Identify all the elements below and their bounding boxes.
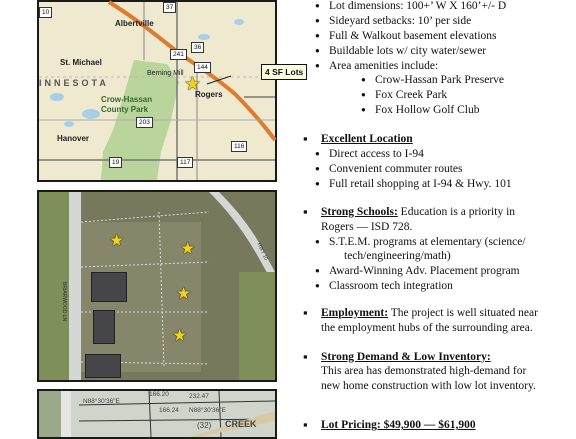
plat-dimension: 166.20	[149, 391, 169, 398]
lake	[64, 121, 74, 127]
plat-lot-number: (32)	[197, 421, 212, 430]
location-heading: ▪ Excellent Location	[321, 132, 413, 146]
road	[69, 192, 81, 380]
route-shield: 36	[191, 42, 204, 53]
spec-setbacks: ● Sideyard setbacks: 10’ per side	[329, 14, 471, 28]
schools-intro	[321, 205, 515, 219]
route-shield: 10	[39, 7, 52, 18]
route-shield: 116	[231, 141, 247, 152]
lot-star-icon: ★	[176, 284, 192, 303]
demand-heading: ▪ Strong Demand & Low Inventory:	[321, 350, 491, 364]
street-label: BRIARWOOD LN	[61, 282, 67, 322]
place-hanover: Hanover	[57, 134, 90, 143]
spec-amenities: ● Area amenities include:	[329, 59, 438, 73]
schools-item: ● S.T.E.M. programs at elementary (science/	[329, 235, 526, 249]
spec-buildable: ● Buildable lots w/ city water/sewer	[329, 44, 486, 58]
lot-star-icon: ★	[180, 239, 196, 258]
demand-text: This area has demonstrated high-demand for	[321, 365, 527, 377]
plat-creek-label: CREEK	[225, 419, 257, 429]
lake	[82, 109, 100, 119]
house	[85, 354, 121, 378]
lake	[198, 34, 210, 40]
lake	[50, 93, 64, 101]
pricing-heading: ▪ Lot Pricing: $49,900 — $61,900	[321, 418, 476, 432]
amenity-item: ● Crow-Hassan Park Preserve	[375, 73, 504, 87]
employment-text: the employment hubs of the surrounding area.	[321, 322, 533, 334]
schools-item: ● Classroom tech integration	[329, 279, 453, 293]
amenity-item: ● Fox Hollow Golf Club	[375, 103, 479, 117]
demand-text: new home construction with low lot inventory.	[321, 380, 536, 392]
place-rogers: Rogers	[195, 90, 223, 99]
route-shield: 203	[136, 117, 153, 128]
state-label: INNESOTA	[39, 78, 109, 88]
route-shield: 144	[194, 62, 211, 73]
plat-dimension: 232.47	[189, 393, 209, 400]
route-shield: 37	[163, 2, 176, 13]
employment-intro	[321, 306, 538, 320]
plat-dimension: 166.24	[159, 407, 179, 414]
map-graphics	[39, 2, 275, 180]
plat-bearing: N88°30'36"E	[83, 398, 120, 405]
location-item: ● Direct access to I-94	[329, 147, 424, 161]
street-label: HWY 10	[255, 242, 269, 262]
lots-callout: 4 SF Lots	[261, 64, 307, 80]
park-label-line1: Crow-Hassan	[101, 95, 153, 104]
aerial-graphics	[39, 192, 275, 380]
lot-star-icon: ★	[172, 326, 188, 345]
plat-map	[37, 389, 277, 439]
schools-text: Rogers — ISD 728.	[321, 221, 413, 233]
route-shield: 19	[109, 157, 122, 168]
location-map	[37, 0, 304, 182]
route-shield: 117	[177, 157, 193, 168]
schools-item-continued: tech/engineering/math)	[344, 250, 451, 262]
route-shield: 241	[170, 49, 187, 60]
house	[93, 310, 115, 344]
place-albertville: Albertville	[115, 19, 154, 28]
park-label-line2: County Park	[101, 105, 149, 114]
place-st-michael: St. Michael	[60, 58, 102, 67]
plat-bearing: N88°30'36"E	[189, 407, 226, 414]
location-item: ● Full retail shopping at I-94 & Hwy. 101	[329, 177, 512, 191]
aerial-photo	[37, 190, 277, 382]
lake	[234, 19, 244, 25]
employment-heading: Employment:	[321, 307, 389, 319]
schools-heading: Strong Schools:	[321, 206, 398, 218]
schools-item: ● Award-Winning Adv. Placement program	[329, 264, 520, 278]
house	[91, 272, 127, 302]
lot-star-icon: ★	[109, 231, 125, 250]
location-item: ● Convenient commuter routes	[329, 162, 463, 176]
employment-text: The project is well situated near	[388, 307, 538, 319]
spec-lot-dimensions: ● Lot dimensions: 100+’ W X 160’+/- D	[329, 0, 506, 13]
schools-text: Education is a priority in	[397, 206, 516, 218]
place-berning-mill: Berning Mill	[147, 70, 184, 77]
property-location-star-icon: ★	[184, 74, 202, 95]
spec-basement: ● Full & Walkout basement elevations	[329, 29, 497, 43]
amenity-item: ● Fox Creek Park	[375, 88, 447, 102]
